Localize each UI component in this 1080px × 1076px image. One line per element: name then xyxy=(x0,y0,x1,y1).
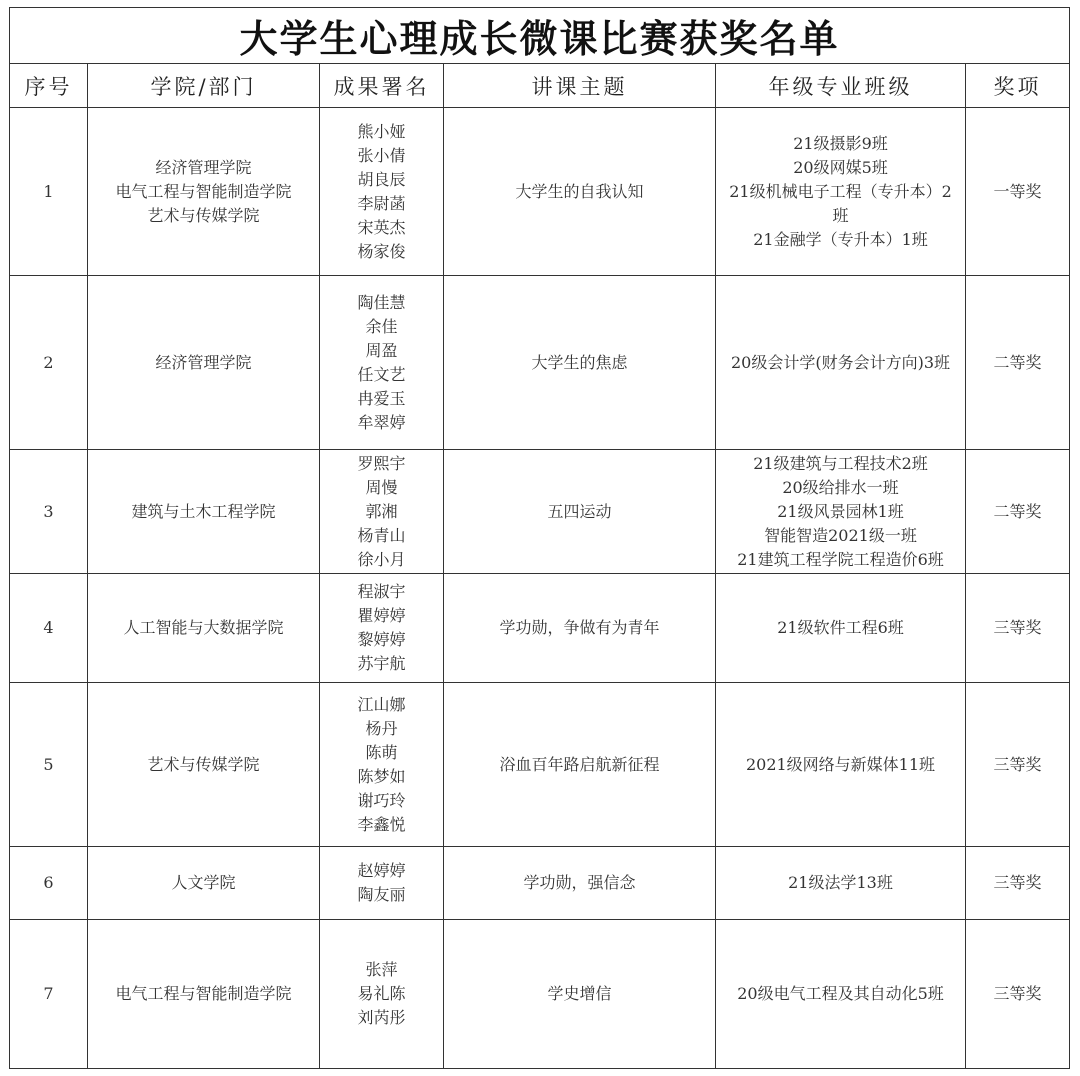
award-list-table xyxy=(9,7,1070,1069)
name-line: 冉爱玉 xyxy=(357,388,406,408)
college-line: 人文学院 xyxy=(171,873,236,892)
class-line: 20级网媒5班 xyxy=(793,157,888,177)
row-topic: 学功勋，争做有为青年 xyxy=(444,574,716,683)
table-title: 大学生心理成长微课比赛获奖名单 xyxy=(10,8,1070,64)
name-line: 陶佳慧 xyxy=(357,292,406,312)
row-names xyxy=(320,108,444,276)
row-award: 三等奖 xyxy=(966,683,1070,847)
class-line: 21建筑工程学院工程造价6班 xyxy=(737,549,944,569)
row-class xyxy=(716,276,966,450)
row-names xyxy=(320,683,444,847)
row-names xyxy=(320,920,444,1069)
name-line: 周慢 xyxy=(365,477,398,497)
table-row xyxy=(10,276,1070,450)
name-line: 瞿婷婷 xyxy=(357,606,406,625)
class-line: 21级风景园林1班 xyxy=(777,501,904,521)
row-award: 二等奖 xyxy=(966,276,1070,450)
class-line: 21金融学（专升本）1班 xyxy=(753,229,928,249)
name-line: 李尉菡 xyxy=(357,193,406,213)
name-line: 赵婷婷 xyxy=(357,861,406,880)
class-line: 21级机械电子工程（专升本）2 xyxy=(729,181,952,201)
row-index: 2 xyxy=(10,276,88,450)
name-line: 牟翠婷 xyxy=(357,412,406,432)
name-line: 张小倩 xyxy=(357,145,406,165)
row-class xyxy=(716,683,966,847)
name-line: 余佳 xyxy=(365,316,398,336)
row-index: 7 xyxy=(10,920,88,1069)
name-line: 程淑宇 xyxy=(357,582,406,601)
name-line: 谢巧玲 xyxy=(357,790,406,810)
row-college xyxy=(88,683,320,847)
name-line: 刘芮彤 xyxy=(357,1008,406,1027)
title-row xyxy=(10,8,1070,64)
class-line: 21级建筑与工程技术2班 xyxy=(753,453,928,473)
row-topic: 学史增信 xyxy=(444,920,716,1069)
row-class xyxy=(716,108,966,276)
row-award: 一等奖 xyxy=(966,108,1070,276)
name-line: 陶友丽 xyxy=(357,885,406,904)
table-row xyxy=(10,920,1070,1069)
name-line: 陈萌 xyxy=(365,742,398,762)
name-line: 罗熙宇 xyxy=(357,453,406,473)
college-line: 电气工程与智能制造学院 xyxy=(115,984,292,1003)
row-college xyxy=(88,574,320,683)
class-line: 20级电气工程及其自动化5班 xyxy=(737,984,944,1003)
row-class xyxy=(716,450,966,574)
row-award: 三等奖 xyxy=(966,574,1070,683)
name-line: 徐小月 xyxy=(357,549,406,569)
row-names xyxy=(320,276,444,450)
name-line: 江山娜 xyxy=(357,694,406,714)
header-college: 学院/部门 xyxy=(88,64,320,108)
table-row xyxy=(10,574,1070,683)
class-line: 20级给排水一班 xyxy=(782,477,899,497)
class-line: 21级法学13班 xyxy=(788,873,893,892)
row-college xyxy=(88,920,320,1069)
row-class xyxy=(716,847,966,920)
row-index: 6 xyxy=(10,847,88,920)
row-names xyxy=(320,450,444,574)
name-line: 苏宇航 xyxy=(357,654,406,673)
name-line: 陈梦如 xyxy=(357,766,406,786)
row-college xyxy=(88,847,320,920)
row-names xyxy=(320,847,444,920)
name-line: 易礼陈 xyxy=(357,984,406,1003)
header-class: 年级专业班级 xyxy=(716,64,966,108)
row-index: 4 xyxy=(10,574,88,683)
row-award: 二等奖 xyxy=(966,450,1070,574)
name-line: 杨青山 xyxy=(357,525,406,545)
college-line: 电气工程与智能制造学院 xyxy=(115,181,292,201)
row-class xyxy=(716,920,966,1069)
row-college xyxy=(88,108,320,276)
class-line: 20级会计学(财务会计方向)3班 xyxy=(730,352,951,372)
name-line: 郭湘 xyxy=(365,501,398,521)
row-topic: 大学生的自我认知 xyxy=(444,108,716,276)
college-line: 艺术与传媒学院 xyxy=(147,754,260,774)
name-line: 黎婷婷 xyxy=(357,630,406,649)
college-line: 人工智能与大数据学院 xyxy=(123,618,284,637)
row-award: 三等奖 xyxy=(966,920,1070,1069)
header-index: 序号 xyxy=(10,64,88,108)
row-index: 3 xyxy=(10,450,88,574)
row-college xyxy=(88,450,320,574)
table-row xyxy=(10,683,1070,847)
class-line: 21级软件工程6班 xyxy=(777,618,904,637)
college-line: 经济管理学院 xyxy=(155,352,252,372)
header-row xyxy=(10,64,1070,108)
row-topic: 学功勋，强信念 xyxy=(444,847,716,920)
college-line: 经济管理学院 xyxy=(155,157,252,177)
college-line: 建筑与土木工程学院 xyxy=(131,501,276,521)
table-row xyxy=(10,847,1070,920)
table-row xyxy=(10,108,1070,276)
name-line: 熊小娅 xyxy=(357,121,406,141)
row-topic: 五四运动 xyxy=(444,450,716,574)
row-topic: 浴血百年路启航新征程 xyxy=(444,683,716,847)
class-line: 班 xyxy=(832,205,849,225)
college-line: 艺术与传媒学院 xyxy=(147,205,260,225)
header-names: 成果署名 xyxy=(320,64,444,108)
header-award: 奖项 xyxy=(966,64,1070,108)
name-line: 任文艺 xyxy=(357,364,406,384)
name-line: 李鑫悦 xyxy=(357,814,406,834)
row-award: 三等奖 xyxy=(966,847,1070,920)
row-names xyxy=(320,574,444,683)
row-topic: 大学生的焦虑 xyxy=(444,276,716,450)
header-topic: 讲课主题 xyxy=(444,64,716,108)
table-body xyxy=(10,108,1070,1069)
name-line: 杨丹 xyxy=(365,718,398,738)
row-index: 5 xyxy=(10,683,88,847)
name-line: 胡良辰 xyxy=(357,169,406,189)
name-line: 周盈 xyxy=(365,340,398,360)
class-line: 2021级网络与新媒体11班 xyxy=(745,754,936,774)
class-line: 智能智造2021级一班 xyxy=(764,525,917,545)
name-line: 张萍 xyxy=(365,960,398,979)
name-line: 宋英杰 xyxy=(357,217,406,237)
row-class xyxy=(716,574,966,683)
class-line: 21级摄影9班 xyxy=(793,133,888,153)
row-college xyxy=(88,276,320,450)
table-row xyxy=(10,450,1070,574)
name-line: 杨家俊 xyxy=(357,241,406,261)
row-index: 1 xyxy=(10,108,88,276)
